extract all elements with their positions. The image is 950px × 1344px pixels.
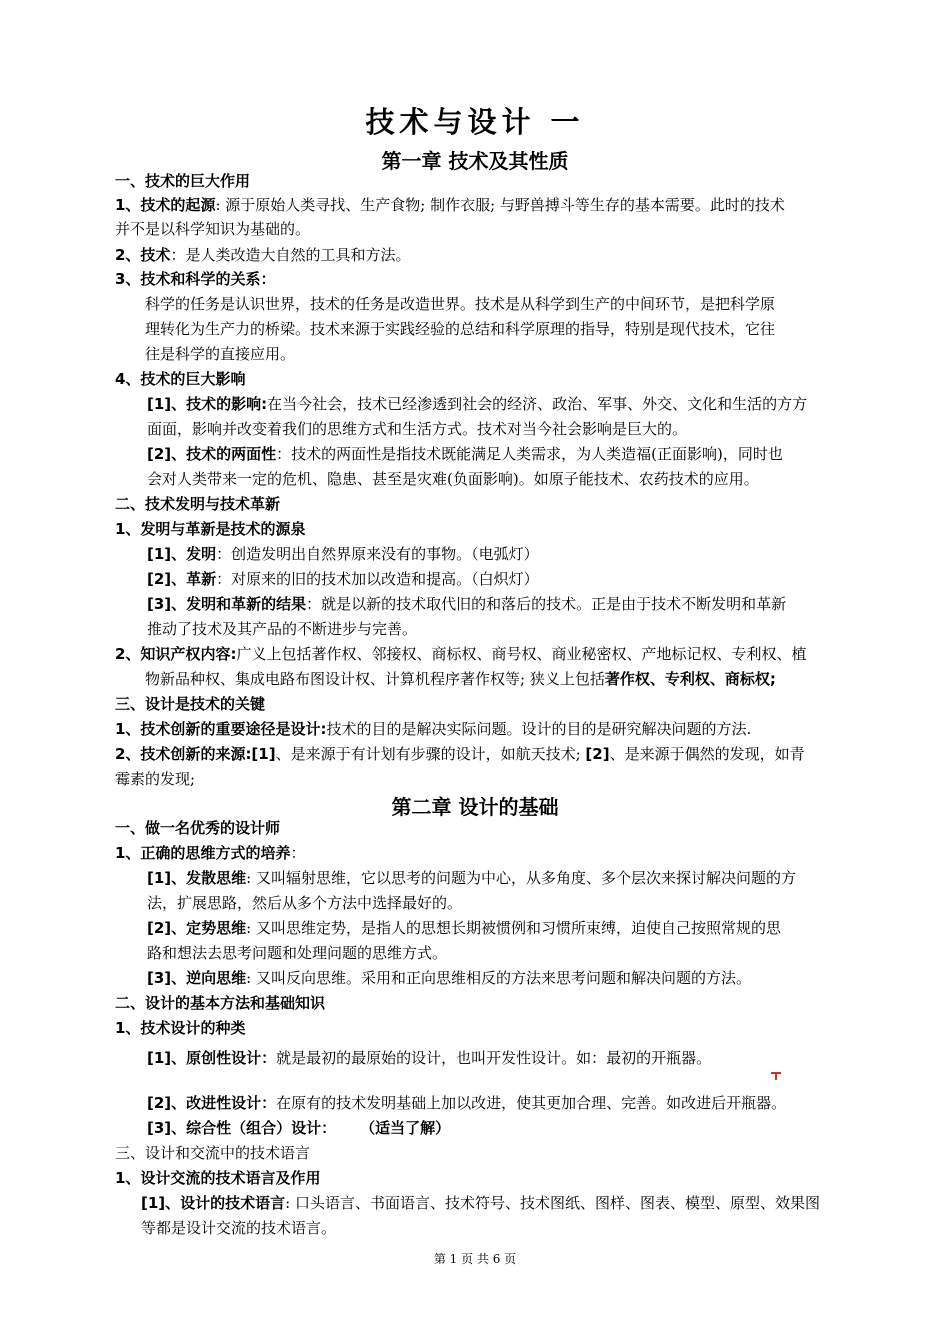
paragraph-line: 物新品种权、集成电路布图设计权、计算机程序著作权等; 狭义上包括著作权、专利权、商标权; — [145, 670, 776, 688]
chapter-1-heading: 第一章 技术及其性质 — [381, 149, 569, 173]
paragraph-line: 1、技术创新的重要途径是设计:技术的目的是解决实际问题。设计的目的是研究解决问题的方法. — [115, 720, 752, 738]
section-heading: 三、设计是技术的关键 — [115, 695, 266, 713]
subsection-heading: 1、正确的思维方式的培养： — [115, 844, 306, 862]
section-heading: 三、设计和交流中的技术语言 — [115, 1144, 311, 1162]
paragraph-line: 法，扩展思路，然后从多个方法中选择最好的。 — [147, 894, 463, 912]
paragraph-line: [1]、原创性设计：就是最初的最原始的设计，也叫开发性设计。如：最初的开瓶器。 — [147, 1049, 712, 1067]
paragraph-line: [1]、技术的影响:在当今社会，技术已经渗透到社会的经济、政治、军事、外交、文化和生活的方方 — [147, 395, 808, 413]
paragraph-line: [3]、逆向思维: 又叫反向思维。采用和正向思维相反的方法来思考问题和解决问题的方法。 — [147, 969, 751, 987]
paragraph-line: [2]、技术的两面性：技术的两面性是指技术既能满足人类需求，为人类造福(正面影响)，同时也 — [147, 445, 783, 463]
paragraph-line: 会对人类带来一定的危机、隐患、甚至是灾难(负面影响)。如原子能技术、农药技术的应用。 — [147, 470, 759, 488]
subsection-heading: 4、技术的巨大影响 — [115, 370, 246, 388]
paragraph-line: 2、技术创新的来源:[1]、是来源于有计划有步骤的设计，如航天技术; [2]、是来源于偶然的发现，如青 — [115, 745, 805, 763]
section-heading: 二、技术发明与技术革新 — [115, 495, 281, 513]
paragraph-line: 并不是以科学知识为基础的。 — [115, 220, 311, 238]
paragraph-line: 往是科学的直接应用。 — [145, 345, 296, 363]
page-footer: 第 1 页 共 6 页 — [433, 1252, 517, 1266]
paragraph-line: 面面，影响并改变着我们的思维方式和生活方式。技术对当今社会影响是巨大的。 — [147, 420, 688, 438]
paragraph-line: 等都是设计交流的技术语言。 — [141, 1219, 337, 1237]
section-heading: 二、设计的基本方法和基础知识 — [115, 994, 326, 1012]
section-heading: 一、技术的巨大作用 — [115, 172, 251, 190]
paragraph-line: 2、知识产权内容:广义上包括著作权、邻接权、商标权、商号权、商业秘密权、产地标记权、专利权、植 — [115, 645, 807, 663]
paragraph-line: 路和想法去思考问题和处理问题的思维方式。 — [147, 944, 448, 962]
section-heading: 一、做一名优秀的设计师 — [115, 819, 281, 837]
subsection-heading: 1、设计交流的技术语言及作用 — [115, 1169, 321, 1187]
subsection-heading: 1、发明与革新是技术的源泉 — [115, 520, 306, 538]
subsection-heading: 3、技术和科学的关系： — [115, 270, 276, 288]
paragraph-line: [3]、发明和革新的结果：就是以新的技术取代旧的和落后的技术。正是由于技术不断发明和革新 — [147, 595, 787, 613]
paragraph-line: 2、技术：是人类改造大自然的工具和方法。 — [115, 246, 411, 264]
paragraph-line: [1]、设计的技术语言: 口头语言、书面语言、技术符号、技术图纸、图样、图表、模型、原型、效果图 — [141, 1194, 820, 1212]
paragraph-line: [1]、发散思维: 又叫辐射思维，它以思考的问题为中心，从多角度、多个层次来探讨解决问题的方 — [147, 869, 796, 887]
paragraph-line: [2]、革新：对原来的旧的技术加以改造和提高。（白炽灯） — [147, 570, 539, 588]
paragraph-line: [1]、发明：创造发明出自然界原来没有的事物。（电弧灯） — [147, 545, 539, 563]
paragraph-line: 霉素的发现; — [115, 770, 196, 788]
paragraph-line: [2]、改进性设计：在原有的技术发明基础上加以改进，使其更加合理、完善。如改进后开瓶器。 — [147, 1094, 787, 1112]
red-mark-icon — [771, 1066, 781, 1076]
paragraph-line: 理转化为生产力的桥梁。技术来源于实践经验的总结和科学原理的指导，特别是现代技术，它往 — [145, 320, 776, 338]
paragraph-line: 推动了技术及其产品的不断进步与完善。 — [147, 620, 418, 638]
subsection-heading: 1、技术设计的种类 — [115, 1019, 246, 1037]
paragraph-line: 科学的任务是认识世界，技术的任务是改造世界。技术是从科学到生产的中间环节，是把科学原 — [145, 295, 776, 313]
chapter-2-heading: 第二章 设计的基础 — [391, 795, 559, 819]
paragraph-line: [3]、综合性（组合）设计： （适当了解） — [147, 1119, 451, 1137]
paragraph-line: 1、技术的起源: 源于原始人类寻找、生产食物; 制作衣服; 与野兽搏斗等生存的基本需要。此时的技术 — [115, 196, 785, 214]
paragraph-line: [2]、定势思维: 又叫思维定势，是指人的思想长期被惯例和习惯所束缚，迫使自己按照常规的思 — [147, 919, 781, 937]
page-title: 技术与设计 一 — [365, 105, 585, 139]
